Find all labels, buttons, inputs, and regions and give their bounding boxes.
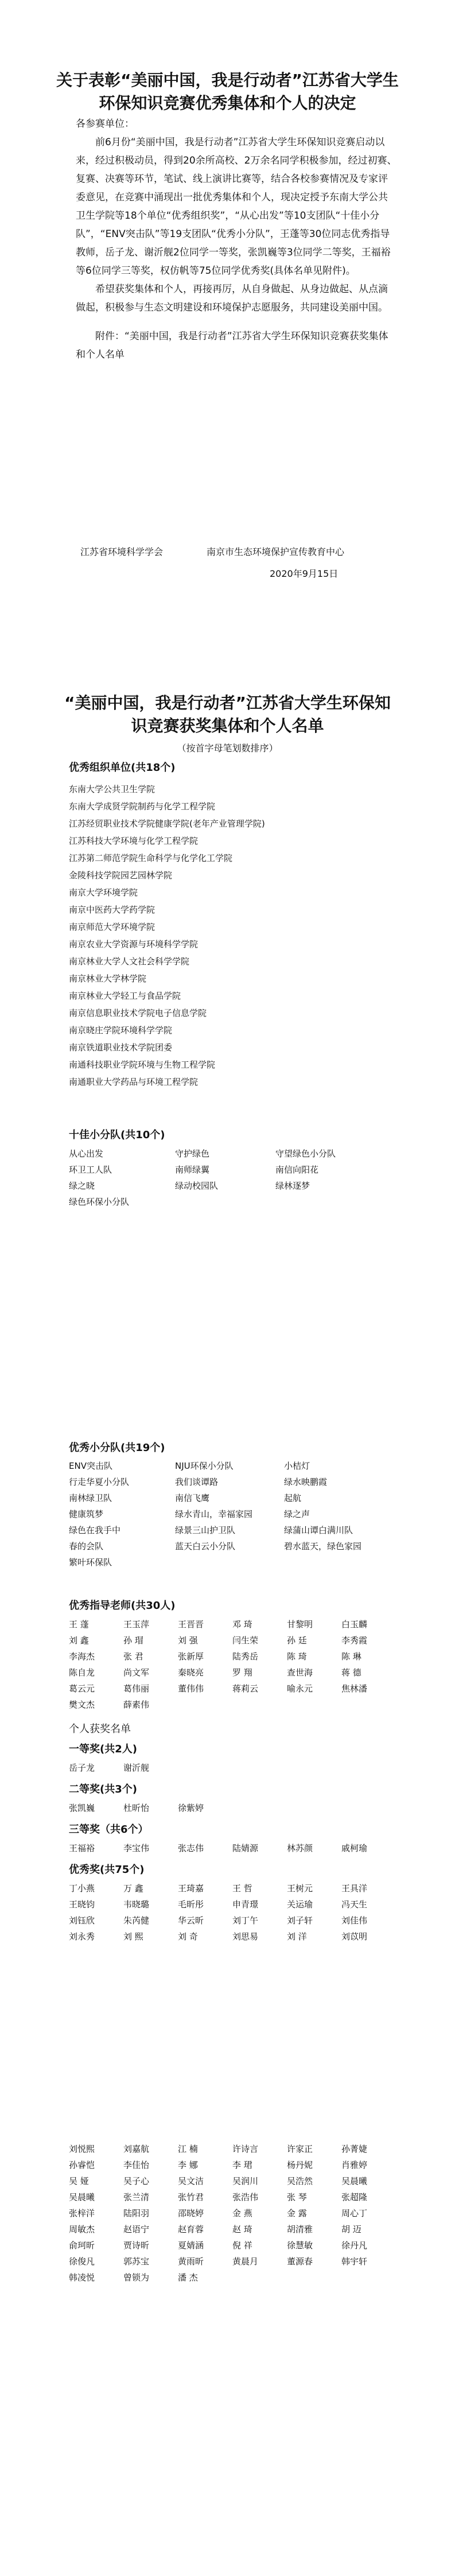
list-item: 胡 迈 [341,2224,361,2234]
first-prize-list [69,1760,396,1776]
list-item: 关运瑜 [287,1899,313,1910]
list-item: 蒋 德 [341,1667,361,1678]
list-item: 王 蓬 [69,1619,89,1630]
list-item: 刘 洋 [287,1931,307,1942]
list-item: 吴 娅 [69,2176,89,2186]
list-item: 焦林潘 [341,1683,368,1694]
list-item: 邵晓婷 [178,2208,204,2218]
list-item: 李宝伟 [123,1843,150,1853]
list-item: 赵 琦 [232,2224,252,2234]
top10-list [69,1146,390,1210]
list-item: 刘嘉航 [123,2144,150,2154]
list-title-line-2: 识竞赛获奖集体和个人名单 [131,716,324,735]
list-item: 健康筑梦 [69,1509,104,1519]
team-award-heading: 优秀小分队(共19个) [69,1442,165,1454]
list-item: 罗 翔 [232,1667,252,1678]
org-award-list [69,781,402,1091]
decision-paragraph-1: 前6月份“美丽中国，我是行动者”江苏省大学生环保知识竞赛启动以来，经过积极动员，得到20余所高校、2万余名同学积极参加，经过初赛、复赛、决赛等环节，笔试、线上演讲比赛等，结合各校参赛情况及专家评委意见，在竞赛中涌现出一批优秀集体和个人，现决定授予东南大学公共卫生学院等18个单位“优秀组织奖”，“从心出发”等10支团队“十佳小分队”，“ENV突击队”等19支团队“优秀小分队”，王蓬等30位同志优秀指导教师，岳子龙、谢沂舰2位同学一等奖，张凯巍等3位同学二等奖，王福裕等6位同学三等奖，权仿帆等75位同学优秀奖(具体名单见附件)。 [76,137,397,277]
list-item: 董源春 [287,2256,313,2267]
list-item: 秦晓亮 [178,1667,204,1678]
list-item: 刘 熙 [123,1931,143,1942]
list-item: 南师绿翼 [175,1165,210,1175]
list-item: 南京晓庄学院环境科学学院 [69,1025,173,1035]
list-item: 王晋晋 [178,1619,204,1630]
list-item: 郭苏宝 [123,2256,150,2267]
list-item: 闫生荣 [232,1635,259,1646]
list-item: 绿蒲山谭白满川队 [284,1525,353,1535]
list-item: 南信飞鹰 [175,1493,210,1503]
list-item: 南林绿卫队 [69,1493,112,1503]
list-item: 从心出发 [69,1149,104,1159]
list-item: 行走华夏小分队 [69,1477,130,1487]
list-item: 刘 奇 [178,1931,198,1942]
list-item: 南信向阳花 [275,1165,319,1175]
list-item: 朱芮健 [123,1915,150,1926]
teachers-list [69,1616,396,1713]
list-item: 南京师范大学环境学院 [69,922,155,932]
list-item: 刘子轩 [287,1915,313,1926]
list-item: 刘永秀 [69,1931,95,1942]
second-prize-list [69,1800,396,1816]
list-item: 绿之声 [284,1509,310,1519]
list-item: 陆秀岳 [232,1651,259,1662]
list-item: 江苏经贸职业技术学院健康学院(老年产业管理学院) [69,818,265,829]
decision-title-line-2: 环保知识竞赛优秀集体和个人的决定 [99,94,356,112]
list-item: 黄雨昕 [178,2256,204,2267]
list-item: 绿景三山护卫队 [175,1525,236,1535]
list-item: 曾锁为 [123,2272,150,2283]
list-item: 潘 杰 [178,2272,198,2283]
list-item: 王树元 [287,1883,313,1894]
list-item: 周敏杰 [69,2224,95,2234]
list-item: 李海杰 [69,1651,95,1662]
list-item: 南通职业大学药品与环境工程学院 [69,1077,199,1087]
list-item: 俞珂昕 [69,2240,95,2251]
list-item: 徐慧敏 [287,2240,313,2251]
list-item: 孙菁婕 [341,2144,368,2154]
list-item: 喻永元 [287,1683,313,1694]
list-item: 东南大学成贤学院制药与化学工程学院 [69,801,216,812]
list-item: 绿水映鹏霞 [284,1477,328,1487]
list-item: 绿色环保小分队 [69,1197,130,1207]
list-item: 我们谈谭路 [175,1477,219,1487]
list-item: 黄晨月 [232,2256,259,2267]
list-item: 王晓钧 [69,1899,95,1910]
list-item: 刘丁午 [232,1915,259,1926]
list-item: 赵语宁 [123,2224,150,2234]
list-item: 绿林逐梦 [275,1181,310,1191]
signer-2: 南京市生态环境保护宣传教育中心 [207,546,345,557]
list-item: 陆阳羽 [123,2208,150,2218]
list-item: 刘佳伟 [341,1915,368,1926]
list-item: 甘黎明 [287,1619,313,1630]
decision-body [76,115,397,364]
list-item: 吴润川 [232,2176,259,2186]
list-item: 张浩伟 [232,2192,259,2202]
list-item: 张 琴 [287,2192,307,2202]
list-item: 张志伟 [178,1843,204,1853]
list-item: 林苏颜 [287,1843,313,1853]
list-item: 张新厚 [178,1651,204,1662]
list-item: 毛昕彤 [178,1899,204,1910]
sort-note: （按首字母笔划数排序） [177,743,278,754]
attachment-note: 附件：“美丽中国，我是行动者”江苏省大学生环保知识竞赛获奖集体和个人名单 [76,331,388,360]
list-item: 吴文洁 [178,2176,204,2186]
decision-paragraph-2: 希望获奖集体和个人，再接再厉，从自身做起、从身边做起、从点滴做起，积极参与生态文明建设和环境保护志愿服务，共同建设美丽中国。 [76,284,388,313]
list-item: 南通科技职业学院环境与生物工程学院 [69,1060,216,1070]
list-item: 孙 瑁 [123,1635,143,1646]
list-item: 东南大学公共卫生学院 [69,784,155,794]
list-item: 南京农业大学资源与环境科学学院 [69,939,199,949]
list-item: 倪 祥 [232,2240,252,2251]
list-item: 董伟伟 [178,1683,204,1694]
decision-title-line-1: 关于表彰“美丽中国，我是行动者”江苏省大学生 [56,71,399,90]
list-item: 贾诗昕 [123,2240,150,2251]
list-item: 王玉萍 [123,1619,150,1630]
list-item: 南京林业大学林学院 [69,973,147,984]
list-item: 南京林业大学人文社会科学学院 [69,956,190,967]
list-item: 张竹君 [178,2192,204,2202]
list-item: 葛伟丽 [123,1683,150,1694]
list-item: 南京信息职业技术学院电子信息学院 [69,1008,207,1018]
list-item: 杨丹妮 [287,2160,313,2170]
list-item: 刘悦熙 [69,2144,95,2154]
merit-heading: 优秀奖(共75个) [69,1864,145,1876]
list-item: 徐俊凡 [69,2256,95,2267]
list-item: 起航 [284,1493,302,1503]
list-item: 韦晓璐 [123,1899,150,1910]
list-item: 肖雅婷 [341,2160,368,2170]
list-item: 金 露 [287,2208,307,2218]
list-item: 胡清雅 [287,2224,313,2234]
list-item: 刘钰欣 [69,1915,95,1926]
list-item: 守护绿色 [175,1149,210,1159]
list-item: 夏婧涵 [178,2240,204,2251]
first-prize-heading: 一等奖(共2人) [69,1743,137,1755]
list-item: 南京铁道职业技术学院团委 [69,1042,173,1053]
list-item: 徐紫婷 [178,1803,204,1813]
list-item: 陆婧源 [232,1843,259,1853]
list-item: 蓝天白云小分队 [175,1541,236,1551]
list-item: 徐丹凡 [341,2240,368,2251]
list-item: 邓 琦 [232,1619,252,1630]
list-item: 冯天生 [341,1899,368,1910]
list-item: 李 娜 [178,2160,198,2170]
list-item: 小桔灯 [284,1461,310,1471]
third-prize-list [69,1840,396,1856]
list-item: 江苏第二师范学院生命科学与化学化工学院 [69,853,233,863]
list-item: 吴晨曦 [341,2176,368,2186]
list-item: 吴浩然 [287,2176,313,2186]
decision-title [34,69,421,115]
list-item: 李佳怡 [123,2160,150,2170]
list-item: 韩凌悦 [69,2272,95,2283]
list-item: 丁小燕 [69,1883,95,1894]
list-item: 张超隆 [341,2192,368,2202]
list-item: 许家正 [287,2144,313,2154]
list-item: 刘 强 [178,1635,198,1646]
list-item: 尚文军 [123,1667,150,1678]
list-item: 吴子心 [123,2176,150,2186]
merit-list-part-1 [69,1880,396,1945]
third-prize-heading: 三等奖（共6个） [69,1824,149,1836]
list-item: 华云昕 [178,1915,204,1926]
list-item: 张兰清 [123,2192,150,2202]
list-item: 吴晨曦 [69,2192,95,2202]
list-item: 环卫工人队 [69,1165,112,1175]
list-item: 杜昕怡 [123,1803,150,1813]
merit-list-part-2 [69,2141,396,2286]
list-item: 王琦嘉 [178,1883,204,1894]
list-item: 韩宇轩 [341,2256,368,2267]
list-item: 王 哲 [232,1883,252,1894]
list-item: NJU环保小分队 [175,1461,234,1471]
list-item: 江苏科技大学环境与化学工程学院 [69,836,199,846]
list-item: 绿水青山，幸福家园 [175,1509,253,1519]
list-item: 张凯巍 [69,1803,95,1813]
list-item: 蒋莉云 [232,1683,259,1694]
decision-date: 2020年9月15日 [270,568,339,579]
teachers-heading: 优秀指导老师(共30人) [69,1600,176,1612]
list-item: 南京中医药大学药学院 [69,905,155,915]
list-item: 守望绿色小分队 [275,1149,336,1159]
list-item: 陈 琳 [341,1651,361,1662]
list-item: 樊文杰 [69,1700,95,1710]
list-item: 金 燕 [232,2208,252,2218]
list-item: 陈 琦 [287,1651,307,1662]
list-item: 南京大学环境学院 [69,887,138,898]
list-item: 王具洋 [341,1883,368,1894]
list-item: 赵育蓉 [178,2224,204,2234]
list-item: 万 鑫 [123,1883,143,1894]
list-item: 江 楠 [178,2144,198,2154]
top10-heading: 十佳小分队(共10个) [69,1129,165,1141]
list-item: 绿之晓 [69,1181,95,1191]
list-item: 孙 廷 [287,1635,307,1646]
list-item: 刘苡明 [341,1931,368,1942]
list-item: 葛云元 [69,1683,95,1694]
list-item: 刘思易 [232,1931,259,1942]
list-item: 王福裕 [69,1843,95,1853]
list-item: 碧水蓝天，绿色家园 [284,1541,362,1551]
list-item: 南京林业大学轻工与食品学院 [69,991,181,1001]
list-item: 金陵科技学院园艺园林学院 [69,870,173,880]
list-item: 谢沂舰 [123,1763,150,1773]
list-item: ENV突击队 [69,1461,112,1471]
list-item: 岳子龙 [69,1763,95,1773]
salutation: 各参赛单位： [76,118,134,130]
org-award-heading: 优秀组织单位(共18个) [69,762,176,774]
list-item: 春的会队 [69,1541,104,1551]
list-item: 查世海 [287,1667,313,1678]
list-item: 薛素伟 [123,1700,150,1710]
list-item: 张 君 [123,1651,143,1662]
list-item: 申青璟 [232,1899,259,1910]
individual-heading: 个人获奖名单 [69,1723,131,1735]
list-item: 李秀霞 [341,1635,368,1646]
list-item: 李 珺 [232,2160,252,2170]
list-item: 孙睿恺 [69,2160,95,2170]
list-item: 周心丁 [341,2208,368,2218]
list-title-line-1: “美丽中国，我是行动者”江苏省大学生环保知 [64,693,391,712]
list-item: 绿色在我手中 [69,1525,121,1535]
signer-1: 江苏省环境科学学会 [80,546,164,557]
team-award-list [69,1458,402,1570]
list-item: 许诗言 [232,2144,259,2154]
list-item: 戚柯瑜 [341,1843,368,1853]
list-item: 张梓洋 [69,2208,95,2218]
list-item: 刘 鑫 [69,1635,89,1646]
list-item: 繁叶环保队 [69,1557,112,1568]
list-title [34,692,421,738]
list-item: 绿动校园队 [175,1181,219,1191]
second-prize-heading: 二等奖(共3个) [69,1783,137,1795]
list-item: 白玉麟 [341,1619,368,1630]
list-item: 陈自龙 [69,1667,95,1678]
